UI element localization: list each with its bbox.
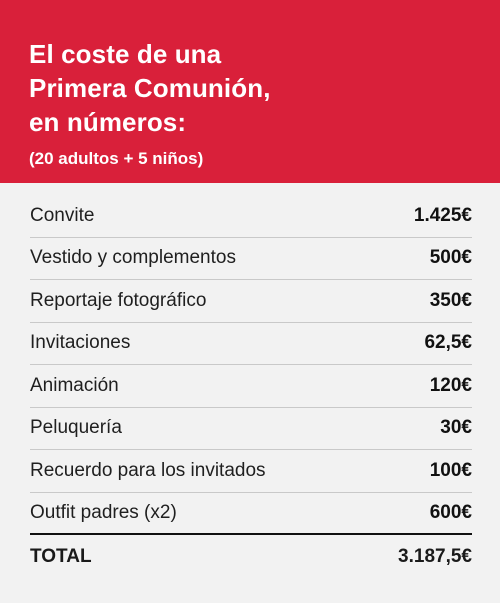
row-label: Animación <box>30 374 119 396</box>
subtitle: (20 adultos + 5 niños) <box>29 149 204 168</box>
row-value: 600€ <box>429 501 472 523</box>
row-value: 30€ <box>440 417 472 439</box>
title-line-3: en números: <box>29 107 187 137</box>
cost-row <box>30 408 472 451</box>
title-line-1: El coste de una <box>29 39 222 69</box>
total-row <box>30 535 472 579</box>
row-label: Outfit padres (x2) <box>30 501 177 523</box>
row-label: Invitaciones <box>30 332 131 354</box>
row-value: 120€ <box>429 374 472 396</box>
row-value: 350€ <box>429 289 472 311</box>
cost-row <box>30 323 472 366</box>
row-value: 62,5€ <box>424 332 472 354</box>
row-label: Vestido y complementos <box>30 247 236 269</box>
cost-row <box>30 493 472 536</box>
cost-row <box>30 238 472 281</box>
cost-row <box>30 365 472 408</box>
row-value: 500€ <box>429 247 472 269</box>
row-value: 1.425€ <box>413 204 472 226</box>
row-label: Convite <box>30 204 95 226</box>
cost-row <box>30 195 472 238</box>
header-banner <box>0 0 500 183</box>
row-label: Reportaje fotográfico <box>30 289 207 311</box>
cost-row <box>30 280 472 323</box>
row-label: Peluquería <box>30 417 122 439</box>
row-value: 100€ <box>429 459 472 481</box>
title-line-2: Primera Comunión, <box>29 73 271 103</box>
total-value: 3.187,5€ <box>398 546 472 567</box>
cost-row <box>30 450 472 493</box>
cost-table <box>30 195 472 579</box>
row-label: Recuerdo para los invitados <box>30 459 266 481</box>
total-label: TOTAL <box>30 546 92 567</box>
